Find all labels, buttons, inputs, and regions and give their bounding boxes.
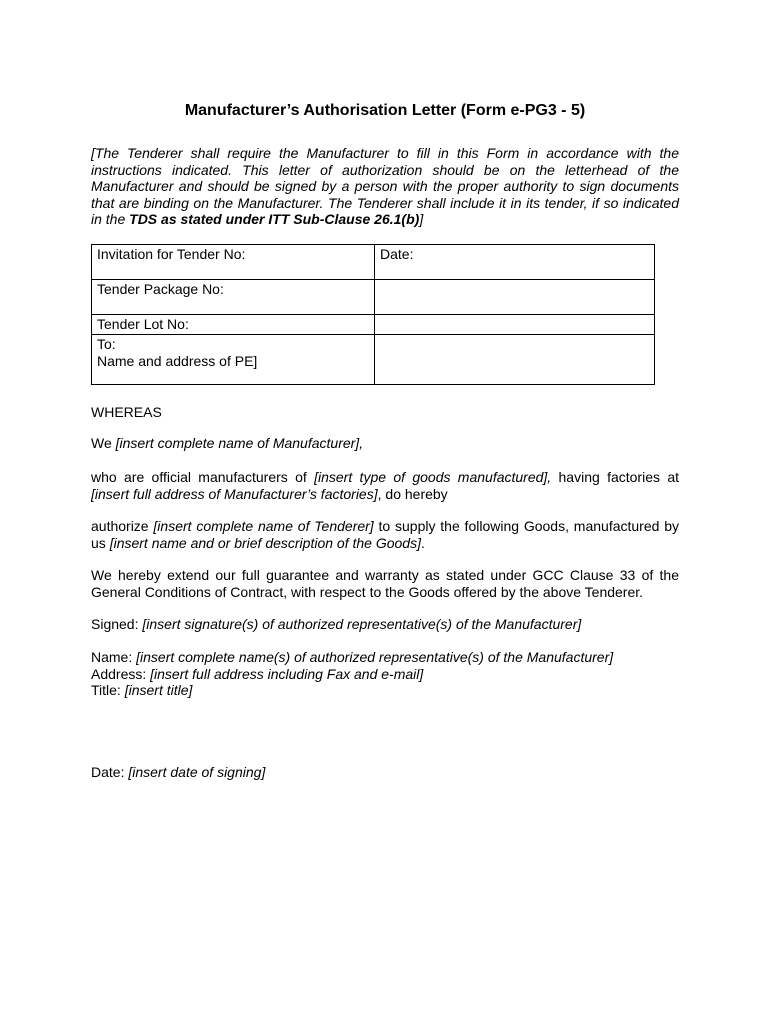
- instructions-paragraph: [91, 145, 679, 228]
- authorize-paragraph: [91, 518, 679, 551]
- manufacturer-prefix: who are official manufacturers of: [91, 469, 315, 485]
- tender-package-no-value: [375, 280, 655, 315]
- addressee-cell: [92, 335, 375, 385]
- tender-lot-no-value: [375, 315, 655, 335]
- name-label: Name:: [91, 649, 137, 665]
- table-row: [92, 280, 655, 315]
- manufacturer-name-placeholder: [insert complete name of Manufacturer],: [115, 435, 364, 451]
- instructions-text: [The Tenderer shall require the Manufacturer to fill in this Form in accordance with the instructions indicated. This letter of authorization should be on the letterhead of the Manufacturer and should be signed by a person with the proper authority to sign documents that are binding on the Manufacturer. The Tenderer shall include it in its tender, if so indicated in the: [91, 145, 679, 227]
- table-row: [92, 335, 655, 385]
- tenderer-name-placeholder: [insert complete name of Tenderer]: [153, 518, 374, 534]
- tender-info-table: [91, 244, 655, 385]
- signed-line: [91, 616, 679, 633]
- representative-name-placeholder: [insert complete name(s) of authorized representative(s) of the Manufacturer]: [136, 649, 614, 665]
- date-label: Date:: [375, 245, 655, 280]
- authorize-prefix: authorize: [91, 518, 154, 534]
- signing-date-placeholder: [insert date of signing]: [128, 764, 266, 780]
- invitation-tender-no-label: Invitation for Tender No:: [92, 245, 375, 280]
- manufacturer-paragraph: [91, 469, 679, 502]
- we-prefix: We: [91, 435, 116, 451]
- goods-description-placeholder: [insert name and or brief description of the Goods]: [109, 534, 421, 551]
- table-row: [92, 245, 655, 280]
- tender-package-no-label: Tender Package No:: [92, 280, 375, 315]
- we-paragraph: [91, 435, 679, 452]
- name-line: [91, 649, 679, 666]
- guarantee-paragraph: We hereby extend our full guarantee and warranty as stated under GCC Clause 33 of the General Conditions of Contract, with respect to the Goods offered by the above Tenderer.: [91, 567, 679, 600]
- pe-name-address-label: Name and address of PE]: [97, 352, 258, 369]
- instructions-closing-bracket: ]: [419, 211, 424, 227]
- tender-lot-no-label: Tender Lot No:: [92, 315, 375, 335]
- whereas-heading: WHEREAS: [91, 404, 162, 420]
- goods-type-placeholder: [insert type of goods manufactured],: [314, 469, 552, 485]
- authorize-text: to supply the following Goods, manufactured by us: [91, 518, 679, 551]
- address-placeholder: [insert full address including Fax and e-mail]: [150, 665, 424, 682]
- instructions-bold-reference: TDS as stated under ITT Sub-Clause 26.1(b): [129, 211, 420, 227]
- authorize-suffix: .: [420, 534, 425, 551]
- addressee-value: [375, 335, 655, 385]
- signed-label: Signed:: [91, 616, 143, 632]
- to-label: To:: [97, 336, 116, 352]
- signature-placeholder: [insert signature(s) of authorized representative(s) of the Manufacturer]: [142, 616, 582, 632]
- signatory-block: [91, 649, 679, 699]
- manufacturer-suffix: , do hereby: [377, 485, 448, 502]
- factory-address-placeholder: [insert full address of Manufacturer’s factories]: [91, 485, 378, 502]
- address-label: Address:: [91, 665, 151, 682]
- signing-date-label: Date:: [91, 764, 129, 780]
- factories-text: having factories at: [551, 469, 679, 485]
- title-label: Title:: [91, 682, 125, 698]
- title-line: [91, 682, 679, 699]
- title-placeholder: [insert title]: [124, 682, 193, 698]
- table-row: [92, 315, 655, 335]
- document-title: Manufacturer’s Authorisation Letter (Form e-PG3 - 5): [184, 102, 586, 119]
- address-line: [91, 666, 679, 683]
- date-line: [91, 764, 679, 781]
